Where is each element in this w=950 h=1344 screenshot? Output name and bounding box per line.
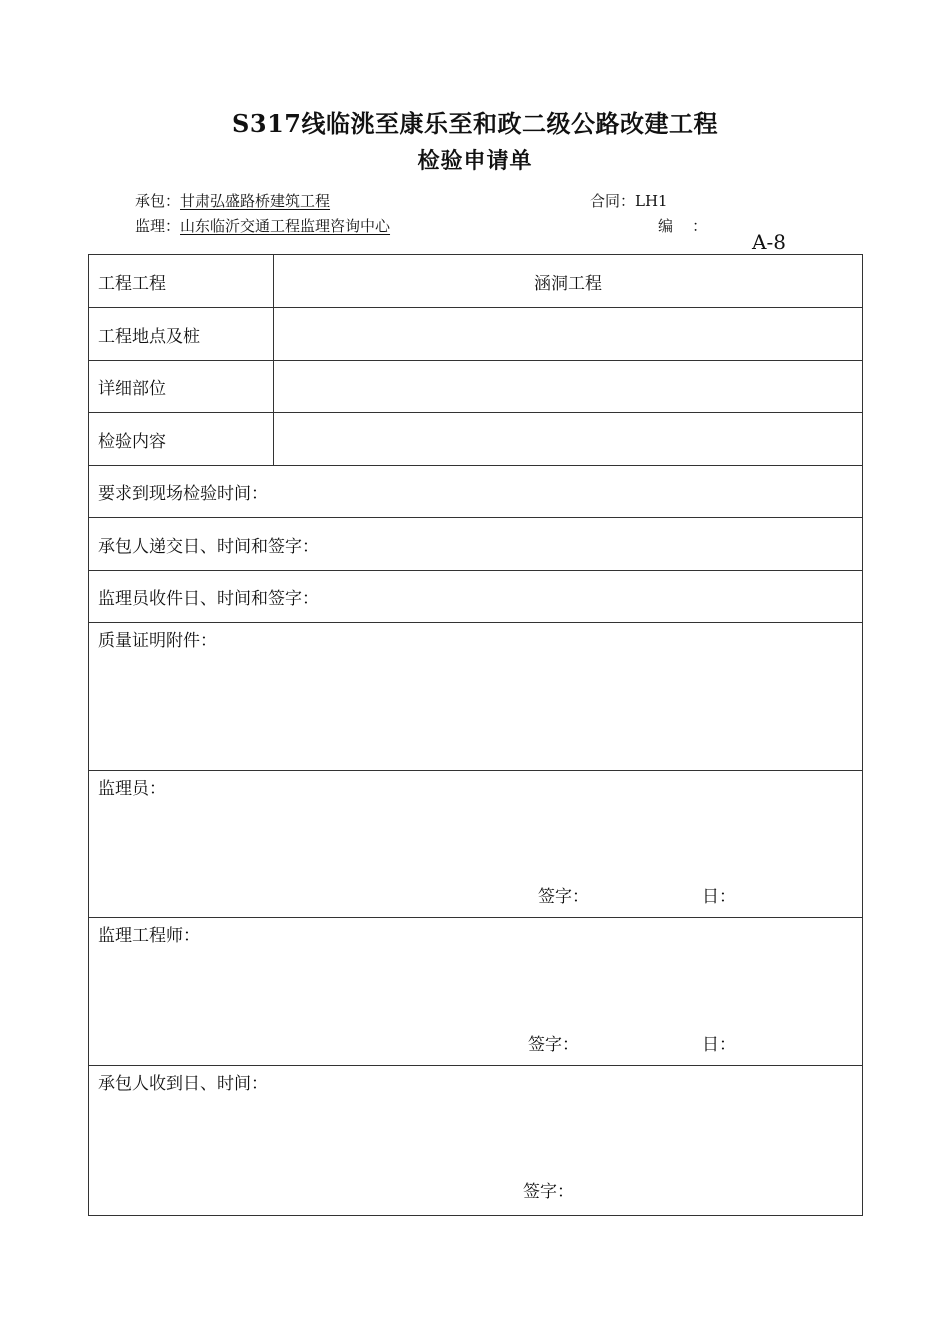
row-supervisor-receive[interactable] (89, 571, 862, 623)
contract-label: 合同： (590, 192, 636, 210)
contract-line (590, 190, 668, 211)
content-label: 检验内容 (89, 413, 274, 465)
contract-value: LH1 (635, 192, 668, 210)
supervisor-receive-label: 监理员收件日、时间和签字： (98, 589, 319, 609)
supervisor-line (135, 215, 390, 236)
row-attachments[interactable] (89, 623, 862, 771)
contractor-line (135, 190, 330, 211)
supervisor-engineer-label: 监理工程师： (98, 926, 200, 946)
engineer-signature-label: 签字： (528, 1035, 579, 1055)
onsite-time-label: 要求到现场检验时间： (98, 484, 268, 504)
attachments-label: 质量证明附件： (98, 631, 217, 651)
number-label: 编 ： (658, 217, 708, 235)
row-project (89, 255, 862, 308)
page-subtitle: 检验申请单 (417, 148, 533, 174)
project-label: 工程工程 (89, 255, 274, 307)
supervisor-value: 山东临沂交通工程监理咨询中心 (180, 217, 391, 235)
contractor-receive-label: 承包人收到日、时间： (98, 1074, 268, 1094)
inspection-form (88, 254, 863, 1216)
form-code: A-8 (752, 230, 786, 254)
contractor-submit-label: 承包人递交日、时间和签字： (98, 536, 319, 557)
supervisor-date-label: 日： (702, 887, 736, 907)
row-contractor-receive[interactable] (89, 1066, 862, 1215)
row-location (89, 308, 862, 361)
part-value[interactable] (274, 361, 862, 412)
content-value[interactable] (274, 413, 862, 465)
project-value[interactable]: 涵洞工程 (534, 273, 602, 294)
part-label: 详细部位 (89, 361, 274, 412)
row-supervisor-engineer[interactable] (89, 918, 862, 1066)
supervisor-signature-label: 签字： (538, 887, 589, 907)
row-supervisor[interactable] (89, 771, 862, 918)
contractor-label: 承包： (135, 192, 181, 210)
row-onsite-time[interactable] (89, 466, 862, 518)
supervisor-label: 监理： (135, 217, 181, 235)
row-content (89, 413, 862, 466)
location-label: 工程地点及桩 (89, 308, 274, 360)
location-value[interactable] (274, 308, 862, 360)
engineer-date-label: 日： (702, 1035, 736, 1055)
row-part (89, 361, 862, 413)
row-contractor-submit[interactable] (89, 518, 862, 571)
contractor-value: 甘肃弘盛路桥建筑工程 (180, 192, 331, 210)
contractor-signature-label: 签字： (523, 1182, 574, 1202)
supervisor-block-label: 监理员： (98, 779, 166, 799)
page-title: S317线临洮至康乐至和政二级公路改建工程 (232, 109, 718, 138)
